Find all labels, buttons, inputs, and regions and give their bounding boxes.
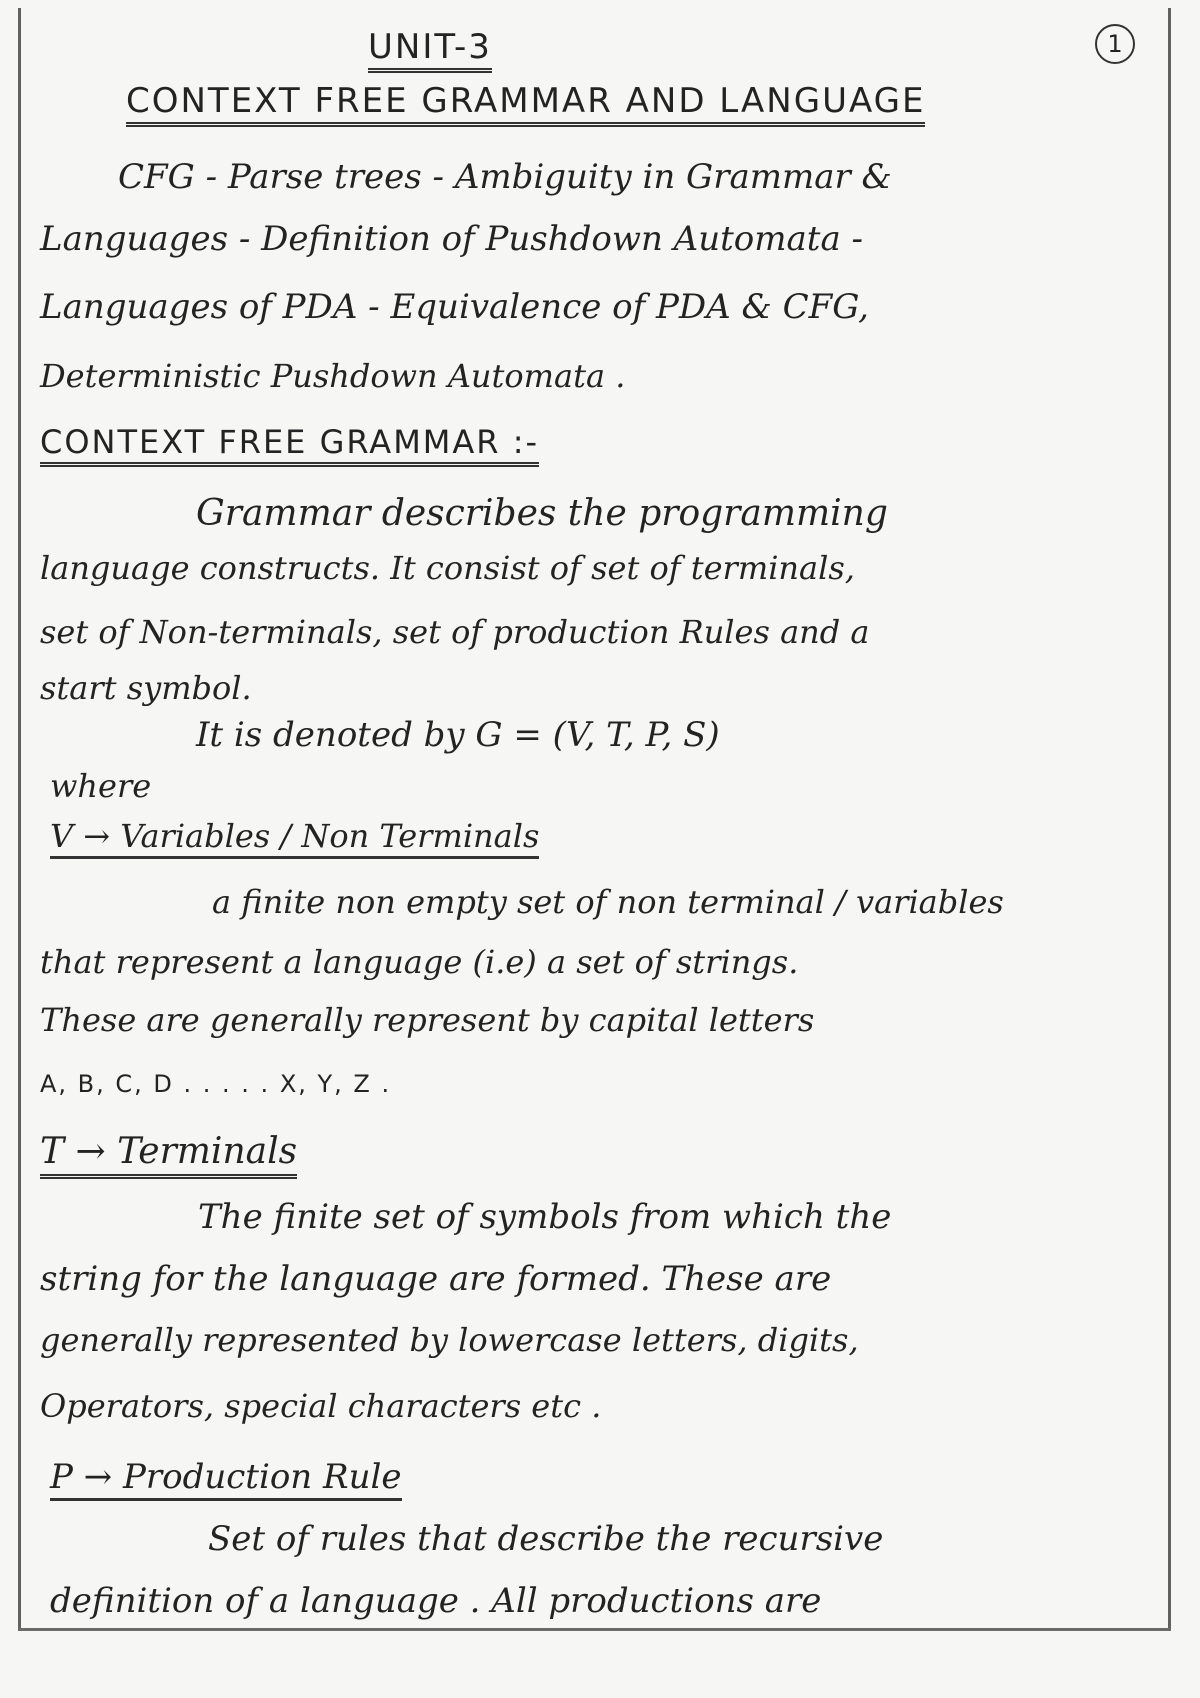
- syllabus-line-2: Languages - Definition of Pushdown Automata -: [40, 219, 864, 259]
- page-number: 1: [1095, 24, 1135, 64]
- right-margin-line: [1168, 8, 1171, 1628]
- syllabus-line-4: Deterministic Pushdown Automata .: [40, 357, 626, 395]
- bottom-rule-line: [18, 1628, 1171, 1631]
- variables-body-line-4: A, B, C, D . . . . . X, Y, Z .: [40, 1070, 392, 1098]
- unit-heading: UNIT-3: [368, 30, 492, 73]
- terminals-body-line-2: string for the language are formed. These are: [40, 1259, 832, 1299]
- variables-body-line-2: that represent a language (i.e) a set of strings.: [40, 943, 799, 981]
- cfg-body-line-5: It is denoted by G = (V, T, P, S): [196, 715, 720, 755]
- cfg-body-line-1: Grammar describes the programming: [196, 493, 888, 534]
- left-margin-line: [18, 8, 21, 1628]
- terminals-body-line-4: Operators, special characters etc .: [40, 1387, 602, 1425]
- cfg-heading: CONTEXT FREE GRAMMAR :-: [40, 426, 539, 467]
- terminals-heading: T → Terminals: [40, 1134, 297, 1179]
- production-body-line-2: definition of a language . All productions are: [50, 1581, 822, 1621]
- cfg-body-line-6: where: [50, 767, 152, 805]
- terminals-body-line-3: generally represented by lowercase letters, digits,: [40, 1321, 859, 1359]
- page-title: CONTEXT FREE GRAMMAR AND LANGUAGE: [126, 84, 925, 127]
- cfg-body-line-3: set of Non-terminals, set of production Rules and a: [40, 613, 870, 651]
- terminals-body-line-1: The finite set of symbols from which the: [198, 1197, 892, 1237]
- variables-body-line-1: a finite non empty set of non terminal / variables: [212, 883, 1004, 921]
- cfg-body-line-4: start symbol.: [40, 669, 252, 707]
- variables-body-line-3: These are generally represent by capital letters: [40, 1001, 815, 1039]
- cfg-body-line-2: language constructs. It consist of set of terminals,: [40, 549, 855, 587]
- syllabus-line-1: CFG - Parse trees - Ambiguity in Grammar &: [118, 157, 892, 197]
- production-body-line-1: Set of rules that describe the recursive: [208, 1519, 884, 1559]
- variables-heading: V → Variables / Non Terminals: [50, 820, 539, 859]
- syllabus-line-3: Languages of PDA - Equivalence of PDA & CFG,: [40, 287, 869, 327]
- production-heading: P → Production Rule: [50, 1460, 402, 1501]
